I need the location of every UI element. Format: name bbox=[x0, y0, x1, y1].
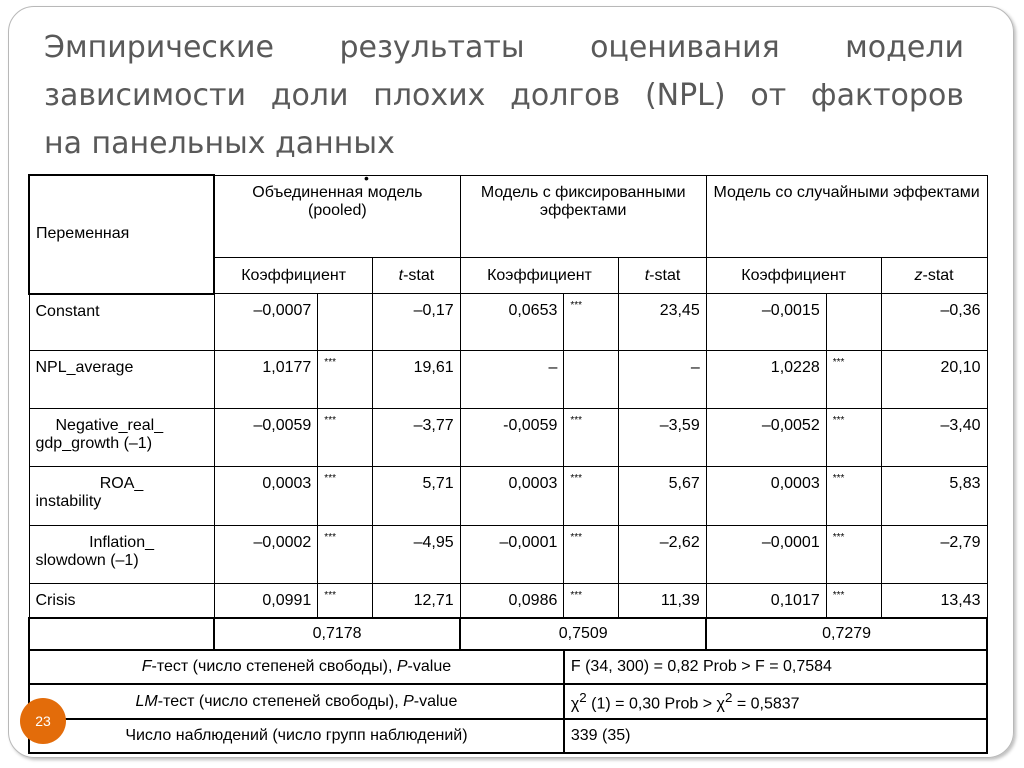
stat-value: 20,10 bbox=[881, 350, 987, 408]
coef-value: 0,1017 bbox=[706, 584, 826, 618]
model-fixed-header: Модель с фиксированными эффектами bbox=[460, 175, 706, 258]
coef-value: –0,0002 bbox=[214, 525, 318, 583]
coef-value: –0,0001 bbox=[460, 525, 564, 583]
obs-row bbox=[29, 719, 987, 753]
coef-value: 1,0228 bbox=[706, 350, 826, 408]
stat-value: 12,71 bbox=[373, 584, 460, 618]
significance-mark: *** bbox=[318, 525, 373, 583]
coef-value: 0,0991 bbox=[214, 584, 318, 618]
lmtest-label: LM-тест (число степеней свободы), P-value bbox=[29, 684, 564, 718]
ftest-row bbox=[29, 650, 987, 684]
random-coef-header: Коэффициент bbox=[706, 258, 881, 294]
title-line-1: Эмпирические результаты оценивания модели bbox=[44, 30, 964, 65]
variable-header: Переменная bbox=[29, 175, 214, 294]
significance-mark: *** bbox=[564, 584, 619, 618]
coef-value: –0,0052 bbox=[706, 409, 826, 467]
title-line-2: зависимости доли плохих долгов (NPL) от факторов bbox=[44, 78, 964, 113]
random-stat-header: z-stat bbox=[881, 258, 987, 294]
variable-name: Inflation_ slowdown (–1) bbox=[29, 525, 214, 583]
coef-value: – bbox=[460, 350, 564, 408]
ftest-label: F-тест (число степеней свободы), P-value bbox=[29, 650, 564, 684]
significance-mark: *** bbox=[826, 584, 881, 618]
stat-value: –0,17 bbox=[373, 294, 460, 350]
r2-random: 0,7279 bbox=[706, 618, 987, 650]
pooled-stat-header: t-stat bbox=[373, 258, 460, 294]
coef-value: –0,0059 bbox=[214, 409, 318, 467]
coef-value: 0,0003 bbox=[214, 467, 318, 525]
obs-label: Число наблюдений (число групп наблюдений) bbox=[29, 719, 564, 753]
r2-row bbox=[29, 618, 987, 650]
significance-mark: *** bbox=[564, 525, 619, 583]
table-row bbox=[29, 584, 987, 618]
r2-fixed: 0,7509 bbox=[460, 618, 706, 650]
lmtest-value: $\chi^2$ (1) = 0,30 Prob > $\chi^2 = 0,5837$ bbox=[564, 684, 987, 718]
significance-mark: *** bbox=[318, 409, 373, 467]
results-table bbox=[28, 174, 988, 754]
significance-mark: *** bbox=[318, 350, 373, 408]
stat-value: –4,95 bbox=[373, 525, 460, 583]
significance-mark: *** bbox=[826, 409, 881, 467]
significance-mark bbox=[564, 350, 619, 408]
coef-value: 0,0986 bbox=[460, 584, 564, 618]
stat-value: – bbox=[619, 350, 706, 408]
significance-mark: *** bbox=[564, 467, 619, 525]
table-row bbox=[29, 350, 987, 408]
slide-title bbox=[44, 24, 964, 168]
stat-value: 23,45 bbox=[619, 294, 706, 350]
significance-mark: *** bbox=[826, 525, 881, 583]
variable-name: Negative_real_ gdp_growth (–1) bbox=[29, 409, 214, 467]
significance-mark: *** bbox=[826, 467, 881, 525]
table-row bbox=[29, 409, 987, 467]
coef-value: 0,0653 bbox=[460, 294, 564, 350]
stat-value: –2,79 bbox=[881, 525, 987, 583]
stat-value: 5,83 bbox=[881, 467, 987, 525]
stat-value: 19,61 bbox=[373, 350, 460, 408]
r2-label-cell bbox=[29, 618, 214, 650]
stat-value: 13,43 bbox=[881, 584, 987, 618]
variable-name: NPL_average bbox=[29, 350, 214, 408]
significance-mark: *** bbox=[318, 467, 373, 525]
stat-value: –3,77 bbox=[373, 409, 460, 467]
fixed-stat-header: t-stat bbox=[619, 258, 706, 294]
table-row bbox=[29, 525, 987, 583]
significance-mark: *** bbox=[318, 584, 373, 618]
coef-value: 0,0003 bbox=[706, 467, 826, 525]
significance-mark: *** bbox=[564, 409, 619, 467]
stat-value: –2,62 bbox=[619, 525, 706, 583]
significance-mark bbox=[318, 294, 373, 350]
stat-value: 11,39 bbox=[619, 584, 706, 618]
variable-name: Constant bbox=[29, 294, 214, 350]
stat-value: 5,71 bbox=[373, 467, 460, 525]
table-row bbox=[29, 467, 987, 525]
coef-value: –0,0015 bbox=[706, 294, 826, 350]
variable-name: Crisis bbox=[29, 584, 214, 618]
obs-value: 339 (35) bbox=[564, 719, 987, 753]
fixed-coef-header: Коэффициент bbox=[460, 258, 619, 294]
lmtest-row bbox=[29, 684, 987, 718]
coef-value: -0,0059 bbox=[460, 409, 564, 467]
significance-mark: *** bbox=[564, 294, 619, 350]
stat-value: 5,67 bbox=[619, 467, 706, 525]
stat-value: –0,36 bbox=[881, 294, 987, 350]
ftest-value: F (34, 300) = 0,82 Prob > F = 0,7584 bbox=[564, 650, 987, 684]
significance-mark bbox=[826, 294, 881, 350]
coef-value: –0,0007 bbox=[214, 294, 318, 350]
stat-value: –3,59 bbox=[619, 409, 706, 467]
stat-value: –3,40 bbox=[881, 409, 987, 467]
coef-value: –0,0001 bbox=[706, 525, 826, 583]
coef-value: 1,0177 bbox=[214, 350, 318, 408]
variable-name: ROA_ instability bbox=[29, 467, 214, 525]
model-pooled-header: Объединенная модель (pooled) bbox=[214, 175, 460, 258]
title-line-3: на панельных данных bbox=[44, 126, 395, 161]
page-number-badge: 23 bbox=[20, 698, 66, 744]
coef-value: 0,0003 bbox=[460, 467, 564, 525]
significance-mark: *** bbox=[826, 350, 881, 408]
table-row bbox=[29, 294, 987, 350]
model-random-header: Модель со случайными эффектами bbox=[706, 175, 987, 258]
pooled-coef-header: Коэффициент bbox=[214, 258, 373, 294]
r2-pooled: 0,7178 bbox=[214, 618, 460, 650]
decor-dot: • bbox=[364, 170, 369, 186]
